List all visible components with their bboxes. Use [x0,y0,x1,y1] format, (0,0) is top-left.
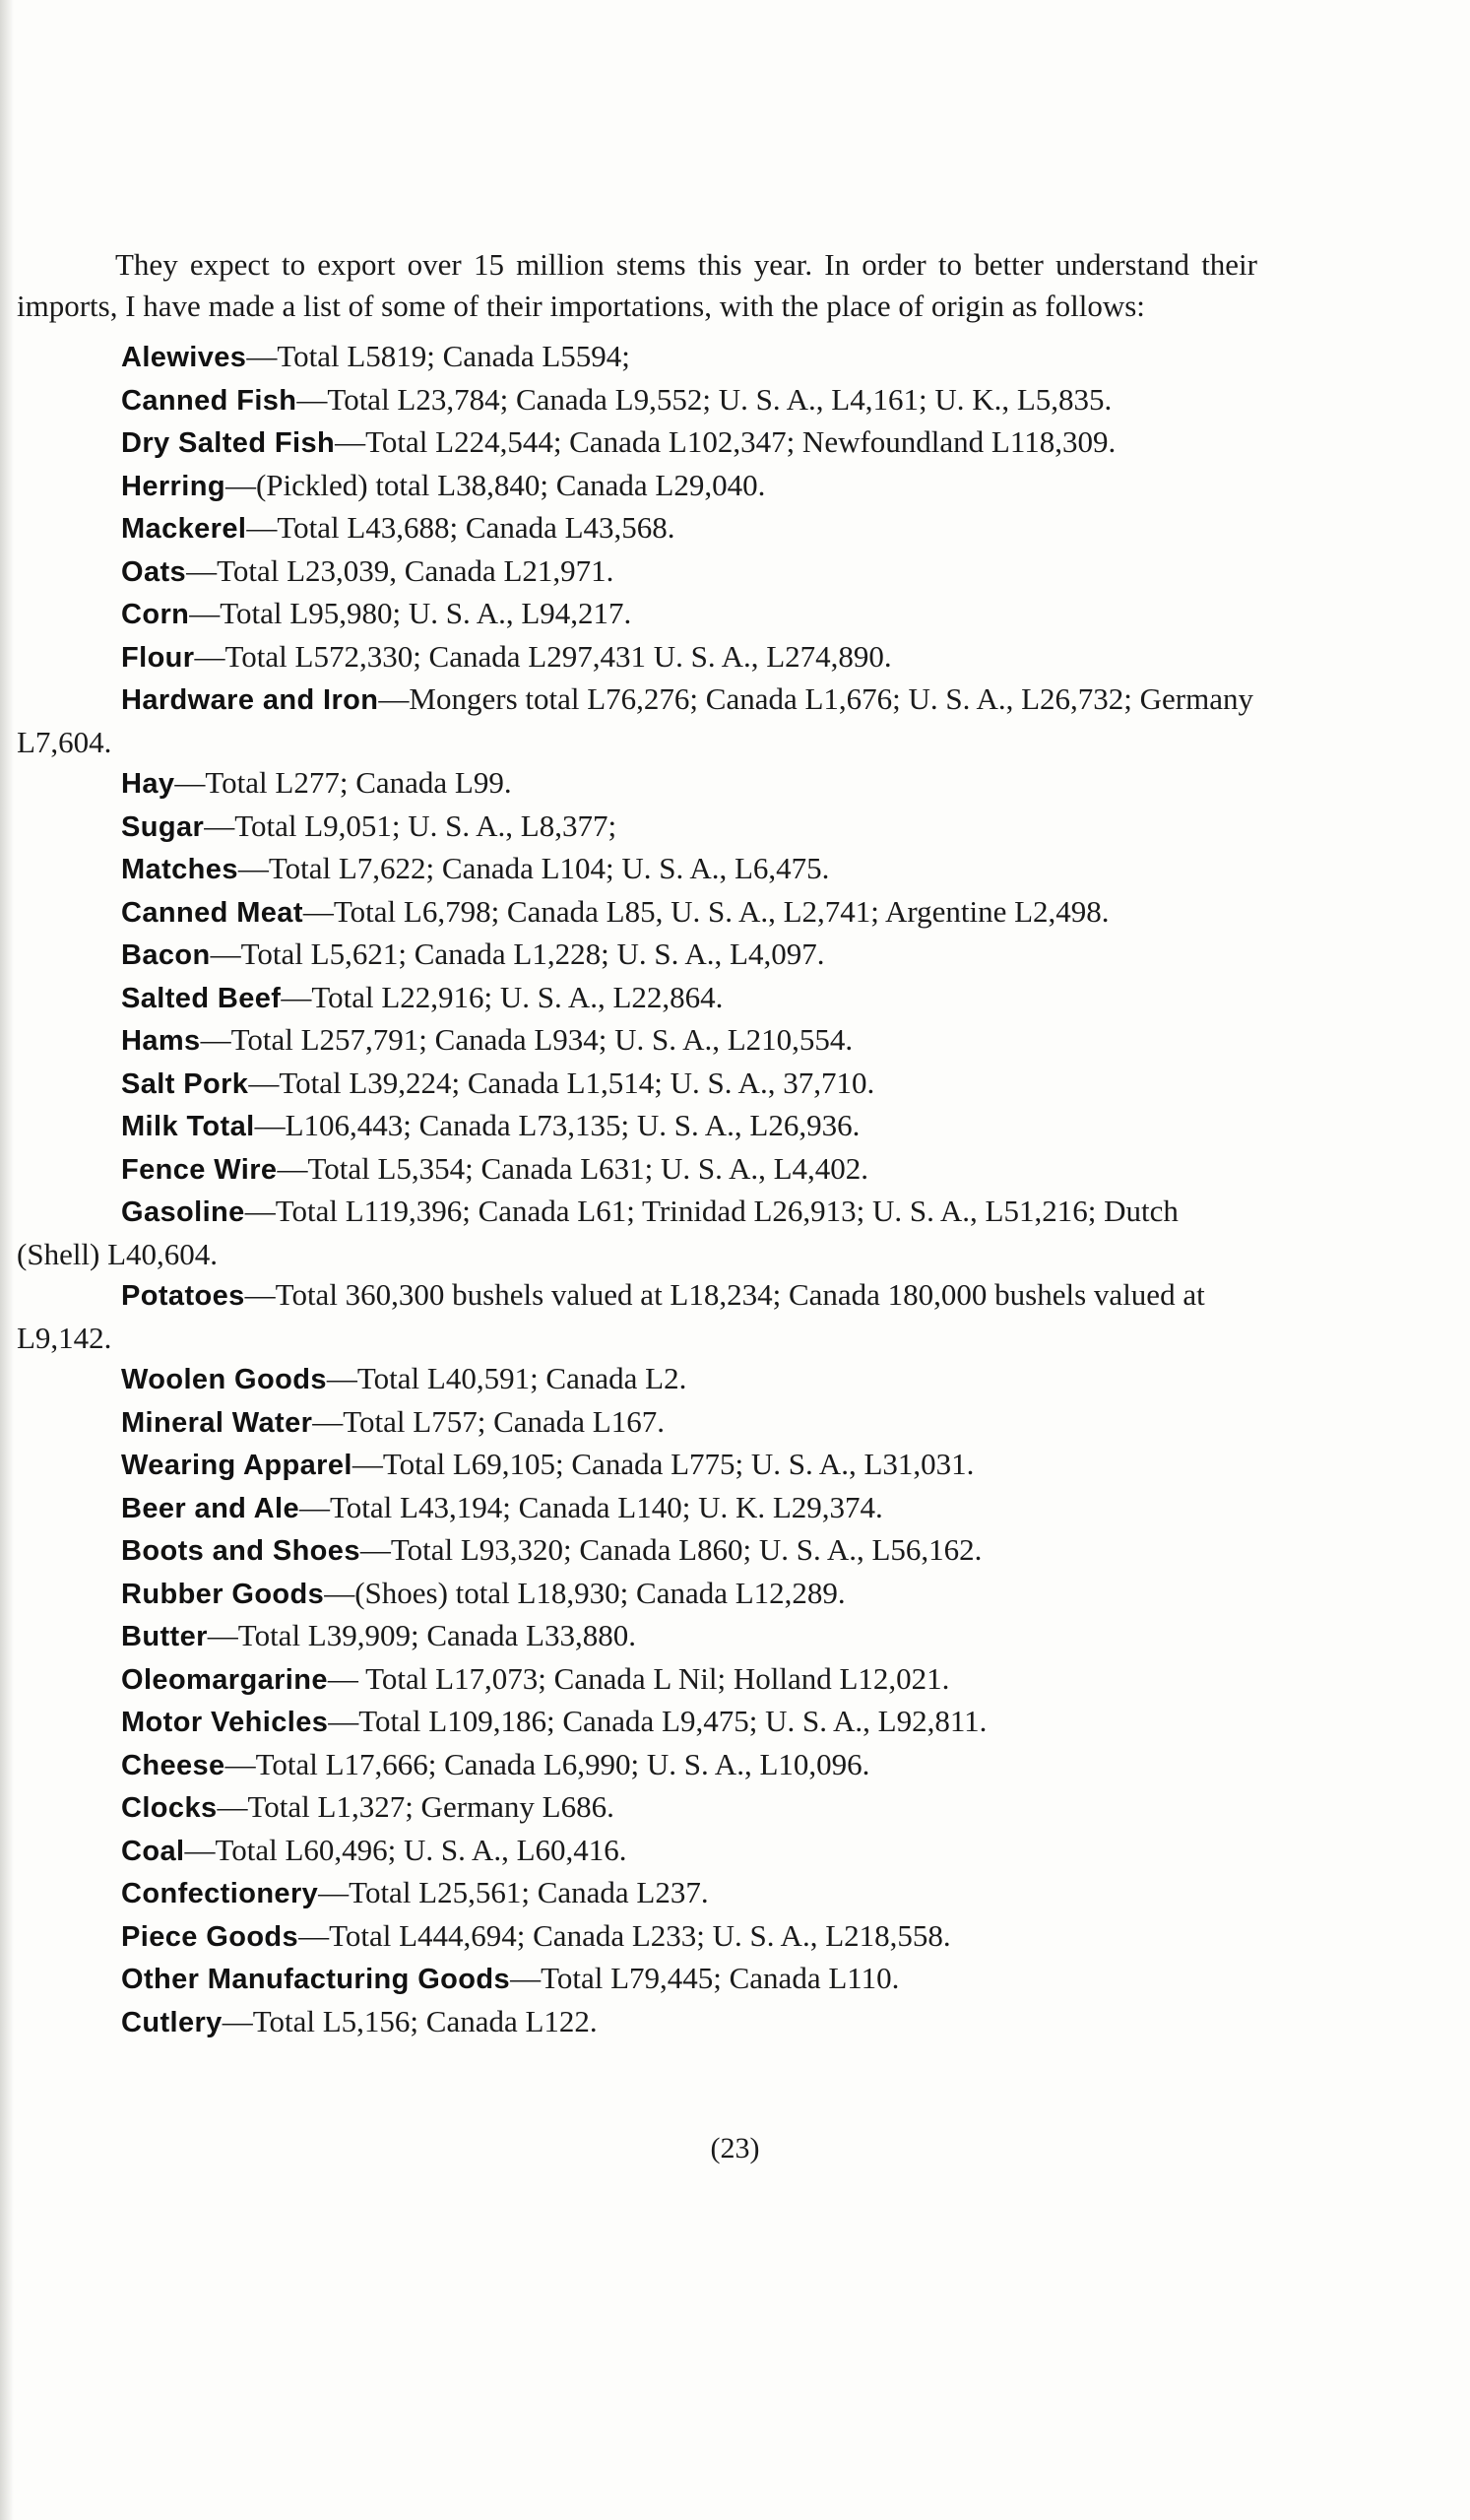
import-entry [17,1358,1257,1401]
import-entry [17,762,1257,806]
import-entry [17,507,1257,550]
commodity-label: Coal [121,1835,185,1867]
import-entry [17,1401,1257,1445]
import-entry [17,1701,1257,1744]
import-figures: —Total L22,916; U. S. A., L22,864. [281,979,724,1014]
import-figures: —Total L5,156; Canada L122. [222,2003,598,2038]
import-figures: —Total L39,909; Canada L33,880. [207,1618,636,1652]
commodity-label: Salted Beef [121,982,282,1014]
commodity-label: Piece Goods [121,1920,299,1953]
import-entry [17,806,1257,849]
commodity-label: Other Manufacturing Goods [121,1964,511,1995]
body-text [17,244,1257,2043]
commodity-label: Dry Salted Fish [121,427,336,459]
import-figures: —Total L43,688; Canada L43,568. [246,510,675,545]
import-entry [17,421,1257,465]
commodity-label: Sugar [121,810,205,843]
import-entry [17,465,1257,508]
commodity-label: Boots and Shoes [121,1535,360,1567]
import-entry [17,1872,1257,1915]
import-entry [17,1444,1257,1487]
commodity-label: Milk Total [121,1111,255,1142]
commodity-label: Corn [121,599,190,630]
commodity-label: Beer and Ale [121,1492,300,1524]
commodity-label: Bacon [121,939,211,971]
import-figures: —Total L1,327; Germany L686. [217,1789,614,1824]
import-figures: —Total L119,396; Canada L61; Trinidad L26,913; U. S. A., L51,216; Dutch (Shell) L40,604. [17,1194,1179,1271]
import-entry [17,379,1257,422]
import-figures: —(Shoes) total L18,930; Canada L12,289. [324,1575,846,1610]
import-figures: —Total L9,051; U. S. A., L8,377; [204,808,617,843]
commodity-label: Hay [121,768,175,800]
import-list [17,336,1257,2043]
commodity-label: Rubber Goods [121,1578,325,1610]
import-figures: —Total L109,186; Canada L9,475; U. S. A., L92,811. [328,1704,988,1738]
import-entry [17,1658,1257,1702]
commodity-label: Motor Vehicles [121,1707,329,1738]
import-figures: —Total L95,980; U. S. A., L94,217. [189,596,632,630]
commodity-label: Oleomargarine [121,1663,328,1696]
import-figures: —Total L43,194; Canada L140; U. K. L29,374. [299,1489,883,1524]
import-entry [17,1615,1257,1658]
import-entry [17,593,1257,636]
commodity-label: Canned Fish [121,384,297,417]
intro-paragraph: They expect to export over 15 million stems this year. In order to better understand their imports, I have made a list of some of their importations, with the place of origin as follows: [17,247,1257,323]
commodity-label: Wearing Apparel [121,1450,352,1481]
import-figures: —Total L17,666; Canada L6,990; U. S. A., L10,096. [224,1746,870,1781]
import-entry [17,1019,1257,1063]
commodity-label: Oats [121,555,187,588]
commodity-label: Salt Pork [121,1067,249,1100]
commodity-label: Gasoline [121,1196,245,1228]
import-figures: —(Pickled) total L38,840; Canada L29,040. [224,467,766,502]
import-entry [17,891,1257,935]
commodity-label: Hams [121,1025,201,1057]
import-figures: —Total L23,039, Canada L21,971. [186,552,614,588]
import-figures: —L106,443; Canada L73,135; U. S. A., L26,936. [254,1108,861,1142]
import-entry [17,336,1257,379]
import-figures: —Total L69,105; Canada L775; U. S. A., L31,031. [352,1447,975,1481]
import-entry [17,1274,1257,1358]
import-entry [17,1529,1257,1573]
import-entry [17,636,1257,679]
import-figures: —Total L60,496; U. S. A., L60,416. [184,1832,627,1867]
commodity-label: Clocks [121,1792,218,1824]
commodity-label: Cutlery [121,2006,223,2038]
import-entry [17,2001,1257,2044]
import-figures: —Total L224,544; Canada L102,347; Newfoundland L118,309. [335,424,1117,459]
import-figures: —Total L7,622; Canada L104; U. S. A., L6,475. [237,851,830,885]
commodity-label: Fence Wire [121,1153,278,1186]
import-entry [17,1786,1257,1830]
import-figures: —Total L23,784; Canada L9,552; U. S. A., L4,161; U. K., L5,835. [296,381,1113,417]
import-figures: —Total L6,798; Canada L85, U. S. A., L2,741; Argentine L2,498. [302,893,1110,929]
import-entry [17,1830,1257,1873]
import-figures: —Total L257,791; Canada L934; U. S. A., L210,554. [200,1022,854,1057]
commodity-label: Butter [121,1621,208,1652]
commodity-label: Mackerel [121,513,247,545]
import-figures: —Total L5,621; Canada L1,228; U. S. A., L4,097. [210,937,825,971]
import-figures: —Total L5819; Canada L5594; [246,339,630,373]
import-figures: —Total L277; Canada L99. [174,765,512,800]
import-entry [17,1744,1257,1787]
commodity-label: Canned Meat [121,896,303,929]
import-entry [17,678,1257,762]
import-entry [17,1105,1257,1148]
import-figures: — Total L17,073; Canada L Nil; Holland L12,021. [327,1660,950,1696]
import-entry [17,1958,1257,2001]
page-number: (23) [710,2132,760,2165]
commodity-label: Flour [121,641,195,674]
import-entry [17,1063,1257,1106]
commodity-label: Mineral Water [121,1406,313,1439]
import-entry [17,848,1257,891]
import-figures: —Total L572,330; Canada L297,431 U. S. A., L274,890. [194,638,892,674]
import-entry [17,934,1257,977]
import-entry [17,1915,1257,1959]
import-entry [17,1148,1257,1192]
commodity-label: Woolen Goods [121,1364,327,1395]
import-entry [17,1573,1257,1616]
import-entry [17,1191,1257,1274]
commodity-label: Herring [121,470,225,502]
import-figures: —Total L25,561; Canada L237. [318,1875,709,1909]
import-figures: —Total L444,694; Canada L233; U. S. A., L218,558. [298,1917,951,1953]
commodity-label: Matches [121,854,238,885]
import-figures: —Total L93,320; Canada L860; U. S. A., L56,162. [359,1532,983,1567]
commodity-label: Hardware and Iron [121,684,379,716]
import-figures: —Total L757; Canada L167. [312,1403,665,1439]
commodity-label: Confectionery [121,1878,319,1909]
import-figures: —Total 360,300 bushels valued at L18,234; Canada 180,000 bushels valued at L9,142. [17,1277,1205,1355]
commodity-label: Cheese [121,1749,225,1781]
import-figures: —Total L40,591; Canada L2. [326,1361,687,1395]
import-figures: —Total L5,354; Canada L631; U. S. A., L4,402. [277,1150,869,1186]
commodity-label: Alewives [121,342,247,373]
import-figures: —Mongers total L76,276; Canada L1,676; U. S. A., L26,732; Germany L7,604. [17,681,1253,759]
import-entry [17,1487,1257,1530]
commodity-label: Potatoes [121,1280,245,1312]
import-entry [17,977,1257,1020]
import-entry [17,550,1257,594]
import-figures: —Total L79,445; Canada L110. [510,1961,900,1995]
import-figures: —Total L39,224; Canada L1,514; U. S. A., 37,710. [248,1065,875,1100]
